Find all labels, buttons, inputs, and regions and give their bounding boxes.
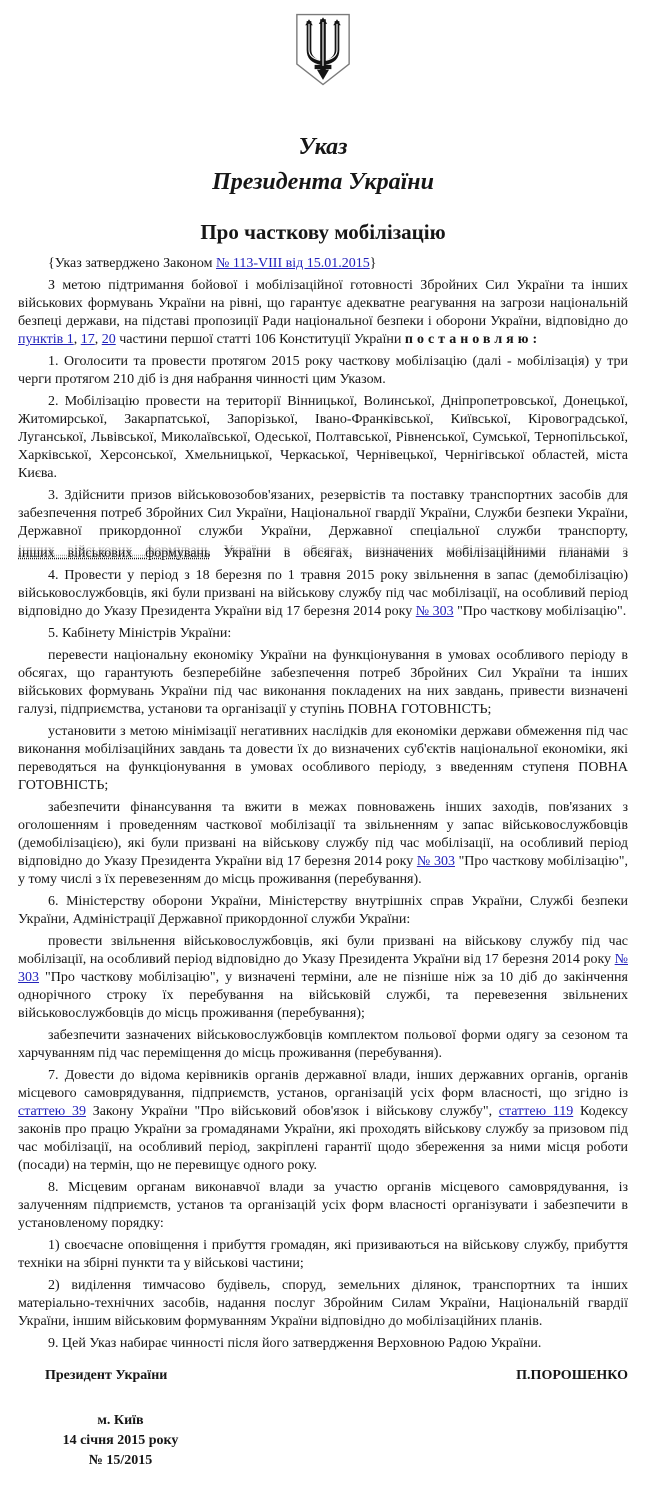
issue-date: 14 січня 2015 року [62,1433,179,1448]
text-segment: 5. Кабінету Міністрів України: [48,626,232,641]
inline-link[interactable]: статтею 119 [498,1104,574,1119]
inline-link[interactable]: № 303 [415,604,454,619]
decree-point-6-sub-2 [18,1027,628,1063]
text-segment: перевести національну економіку України на функціонування в умовах особливого періоду в обсягах, що гарантують безперебійне забезпечення потреб Збройних Сил України та інших військових формувань України під час виконання покладених на них завдань, привести визначені галузі, підприємства, установи та організації у ступінь ПОВНА ГОТОВНІСТЬ; [18,648,628,717]
decree-point-9 [18,1335,628,1353]
text-segment: , [94,332,102,347]
text-segment: 8. Місцевим органам виконавчої влади за участю органів місцевого самоврядування, із залученням підприємств, установ та організацій усіх форм власності організувати і забезпечити в установленому порядку: [18,1180,628,1231]
inline-link[interactable]: 20 [101,332,116,347]
decree-point-8-sub-2 [18,1277,628,1331]
decree-point-5-sub-1 [18,647,628,719]
text-segment: постановляю: [404,332,542,347]
decree-point-6 [18,893,628,929]
decree-point-3 [18,487,628,541]
decree-subject: Про часткову мобілізацію [200,220,446,244]
inline-link[interactable]: пунктів 1 [18,332,74,347]
decree-number: № 15/2015 [88,1453,153,1468]
stitch-artifact-line [18,545,628,563]
text-segment: "Про часткову мобілізацію", у визначені терміни, але не пізніше ніж за 10 діб до закінчення однорічного строку їх перебування на військовій службі, та перевезення звільнених військовослужбовців до місць проживання (перебування); [18,970,628,1021]
text-segment: , [73,332,81,347]
text-segment: 1) своєчасне оповіщення і прибуття громадян, які призиваються на військову службу, прибуття техніки на збірні пункти та у військові частини; [18,1238,628,1271]
text-segment: забезпечити фінансування та вжити в межах повноважень інших заходів, пов'язаних з оголошенням і проведенням часткової мобілізації та звільненням у запас військовослужбовців (демобілізацією), які були призвані на військову службу під час мобілізації, на особливий період відповідно до Указу Президента України від 17 березня 2014 року [18,800,628,869]
decree-point-1 [18,353,628,389]
text-segment: забезпечити зазначених військовослужбовців комплектом польової форми одягу за сезоном та харчуванням під час переміщення до місць проживання (перебування). [18,1028,628,1061]
text-segment: України в обсягах, визначених мобілізаційними планами з [210,546,628,561]
text-segment: частини першої статті 106 Конституції України [115,332,405,347]
trident-icon [295,12,351,88]
decree-point-4 [18,567,628,621]
decree-point-6-sub-1 [18,933,628,1023]
text-segment: установити з метою мінімізації негативних наслідків для економіки держави обмеження під час виконання мобілізаційних завдань та довести їх до визначених суб'єктів національної економіки, які переводяться на функціонування в умовах особливого періоду, з введенням ступеня ПОВНА ГОТОВНІСТЬ; [18,724,628,793]
text-segment: } [369,256,377,271]
decree-preamble [18,277,628,349]
text-segment: "Про часткову мобілізацію", у тому числі з їх перевезенням до місць проживання (перебування). [18,854,628,887]
inline-link[interactable]: № 303 [416,854,455,869]
text-segment: {Указ затверджено Законом [48,256,217,271]
inline-link[interactable]: 17 [80,332,95,347]
decree-title-line1: Указ [298,134,348,160]
issue-place: м. Київ [97,1413,144,1428]
ukraine-coat-of-arms [295,12,351,94]
text-segment: Закону України "Про військовий обов'язок і військову службу", [85,1104,499,1119]
text-segment: 2. Мобілізацію провести на території Вінницької, Волинської, Дніпропетровської, Донецької, Житомирської, Закарпатської, Запорізької, Івано-Франківської, Київської, Кіровоградської, Луганської, Львівської, Миколаївської, Одеської, Полтавської, Рівненської, Сумської, Тернопільської, Харківської, Херсонської, Хмельницької, Черкаської, Чернівецької, Чернігівської областей, міста Києва. [18,394,628,481]
issue-block [18,1411,223,1471]
decree-point-5 [18,625,628,643]
text-segment: З метою підтримання бойової і мобілізаційної готовності Збройних Сил України та інших військових формувань України на рівні, що гарантує адекватне реагування на загрози національній безпеці держави, на підставі пропозиції Ради національної безпеки і оборони України, відповідно до [18,278,628,329]
text-segment: 1. Оголосити та провести протягом 2015 року часткову мобілізацію (далі - мобілізація) у три черги протягом 210 діб із дня набрання чинності цим Указом. [18,354,628,387]
signatory-title: Президент України [45,1368,168,1383]
text-segment: 6. Міністерству оборони України, Міністерству внутрішніх справ України, Службі безпеки України, Адміністрації Державної прикордонної служби України: [18,894,628,927]
text-segment: провести звільнення військовослужбовців, які були призвані на військову службу під час мобілізації, на особливий період відповідно до Указу Президента України від 17 березня 2014 року [18,934,628,967]
signatory-name: П.ПОРОШЕНКО [516,1368,628,1383]
decree-point-7 [18,1067,628,1175]
text-segment: "Про часткову мобілізацію". [453,604,627,619]
decree-point-5-sub-2 [18,723,628,795]
text-segment: інших військових формувань [18,546,211,561]
inline-link[interactable]: № 303 [18,952,628,985]
text-segment: 3. Здійснити призов військовозобов'язаних, резервістів та поставку транспортних засобів для забезпечення потреб Збройних Сил України, Національної гвардії України, Служби безпеки України, Державної прикордонної служби України, Державної спеціальної служби транспорту, [18,488,628,539]
approval-note [18,255,628,273]
decree-point-2 [18,393,628,483]
inline-link[interactable]: статтею 39 [18,1104,86,1119]
inline-link[interactable]: № 113-VIII від 15.01.2015 [216,256,370,271]
decree-point-8 [18,1179,628,1233]
text-segment: Кодексу законів про працю України за громадянами України, які проходять військову службу за призовом під час мобілізації, на особливий період, закріплені гарантії щодо збереження за ними місця роботи (посади) на термін, що не перевищує одного року. [18,1104,628,1173]
text-segment: 7. Довести до відома керівників органів державної влади, інших державних органів, органів місцевого самоврядування, підприємств, установ, організацій усіх форм власності, що згідно із [18,1068,628,1101]
text-segment: 9. Цей Указ набирає чинності після його затвердження Верховною Радою України. [48,1336,542,1351]
decree-point-5-sub-3 [18,799,628,889]
text-segment: 4. Провести у період з 18 березня по 1 травня 2015 року звільнення в запас (демобілізацію) військовослужбовців, які були призвані на військову службу під час мобілізації, на особливий період відповідно до Указу Президента України від 17 березня 2014 року [18,568,628,619]
signature-row [18,1367,628,1385]
decree-title-line2: Президента України [212,169,434,195]
text-segment: 2) виділення тимчасово будівель, споруд, земельних ділянок, транспортних та інших матеріально-технічних засобів, надання послуг Збройним Силам України, Національній гвардії України, іншим військовим формуванням України відповідно до мобілізаційних планів. [18,1278,628,1329]
decree-point-8-sub-1 [18,1237,628,1273]
